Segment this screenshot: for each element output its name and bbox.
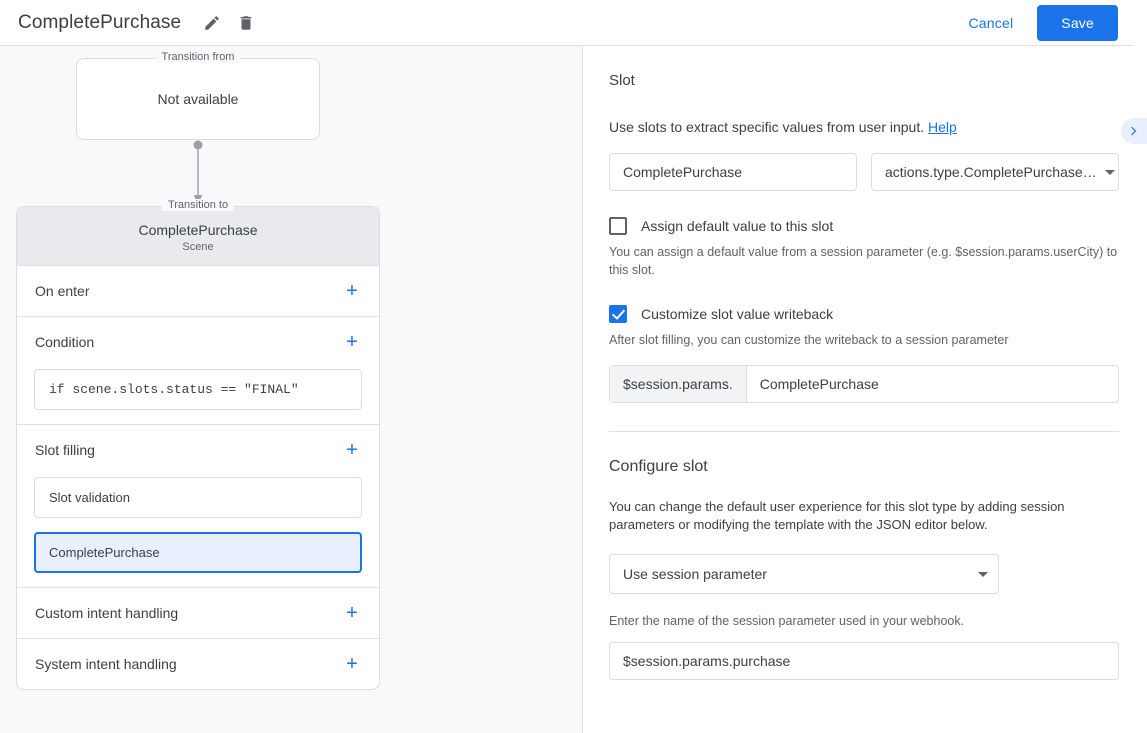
transition-from-node[interactable] — [76, 51, 320, 140]
main-body — [0, 46, 1134, 733]
assign-default-value-row — [609, 217, 1119, 235]
transition-from-value: Not available — [157, 91, 239, 107]
transition-from-label: Transition from — [156, 51, 241, 63]
add-custom-intent-button[interactable]: + — [346, 602, 358, 624]
section-header-on-enter[interactable] — [17, 266, 379, 316]
writeback-param-field[interactable] — [609, 365, 1119, 403]
help-link[interactable]: Help — [928, 119, 957, 135]
assign-default-value-checkbox[interactable] — [609, 217, 627, 235]
panel-divider — [609, 431, 1119, 432]
assign-default-value-label: Assign default value to this slot — [641, 218, 834, 234]
slot-fields-row — [609, 153, 1119, 191]
slot-type-value: actions.type.CompletePurchase… — [885, 164, 1097, 180]
chevron-right-icon[interactable] — [1121, 118, 1147, 144]
chevron-down-icon — [1105, 170, 1115, 175]
cancel-button[interactable]: Cancel — [955, 7, 1028, 39]
customize-writeback-checkbox[interactable] — [609, 305, 627, 323]
writeback-param-prefix: $session.params. — [610, 366, 747, 402]
section-on-enter — [17, 265, 379, 316]
configure-slot-title: Configure slot — [609, 458, 708, 475]
configure-slot-description: You can change the default user experience for this slot type by adding session parameters or modifying the template with the JSON editor below. — [609, 499, 1065, 532]
scene-graph-pane — [0, 46, 583, 733]
chevron-down-icon-2 — [978, 572, 988, 577]
slot-type-select[interactable] — [871, 153, 1119, 191]
list-item-complete-purchase[interactable]: CompletePurchase — [34, 532, 362, 573]
top-bar — [0, 0, 1134, 46]
section-header-system-intent[interactable] — [17, 639, 379, 689]
slot-panel-title: Slot — [609, 72, 635, 89]
section-slot-filling — [17, 424, 379, 573]
writeback-hint: After slot filling, you can customize the writeback to a session parameter — [609, 333, 1009, 347]
scene-header[interactable] — [17, 199, 379, 265]
writeback-row — [609, 305, 1119, 323]
slot-panel-description — [609, 117, 1119, 137]
section-label-system-intent: System intent handling — [35, 656, 177, 672]
section-condition — [17, 316, 379, 410]
writeback-param-input[interactable]: CompletePurchase — [759, 376, 879, 392]
scene-card — [16, 199, 380, 690]
slot-name-input[interactable]: CompletePurchase — [609, 153, 857, 191]
add-condition-button[interactable]: + — [346, 331, 358, 353]
condition-item[interactable]: if scene.slots.status == "FINAL" — [34, 369, 362, 410]
session-parameter-hint: Enter the name of the session parameter used in your webhook. — [609, 614, 965, 628]
save-button[interactable]: Save — [1037, 5, 1118, 41]
section-header-custom-intent[interactable] — [17, 588, 379, 638]
page-title: CompletePurchase — [18, 11, 182, 33]
section-label-slot-filling: Slot filling — [35, 442, 95, 458]
transition-to-label: Transition to — [162, 199, 234, 211]
session-parameter-select[interactable] — [609, 554, 999, 594]
scene-type: Scene — [182, 241, 214, 253]
session-parameter-input[interactable]: $session.params.purchase — [609, 642, 1119, 680]
section-custom-intent-handling — [17, 587, 379, 638]
session-parameter-select-value: Use session parameter — [623, 566, 767, 582]
section-label-condition: Condition — [35, 334, 95, 350]
scene-graph — [16, 51, 380, 690]
pencil-icon[interactable] — [197, 8, 227, 38]
section-header-condition[interactable] — [17, 317, 379, 367]
section-label-custom-intent: Custom intent handling — [35, 605, 179, 621]
slot-panel-description-text: Use slots to extract specific values from user input. — [609, 119, 925, 135]
add-slot-filling-button[interactable]: + — [346, 439, 358, 461]
assign-default-value-hint: You can assign a default value from a session parameter (e.g. $session.params.userCity) to this slot. — [609, 245, 1118, 277]
trash-icon[interactable] — [231, 8, 261, 38]
add-on-enter-button[interactable]: + — [346, 280, 358, 302]
scene-name: CompletePurchase — [138, 222, 258, 238]
add-system-intent-button[interactable]: + — [346, 653, 358, 675]
section-system-intent-handling — [17, 638, 379, 689]
section-label-on-enter: On enter — [35, 283, 90, 299]
customize-writeback-label: Customize slot value writeback — [641, 306, 834, 322]
section-header-slot-filling[interactable] — [17, 425, 379, 475]
graph-connector — [16, 140, 380, 206]
slot-details-pane — [583, 46, 1147, 733]
list-item-slot-validation[interactable]: Slot validation — [34, 477, 362, 518]
slot-panel — [583, 46, 1147, 680]
